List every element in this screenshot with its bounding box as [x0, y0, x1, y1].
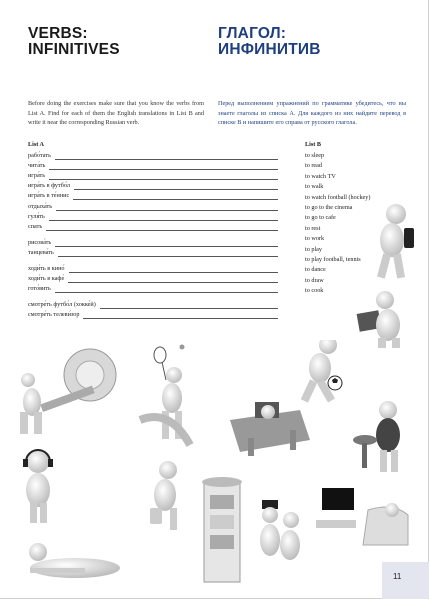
- list-a-row: [28, 182, 70, 191]
- english-verb: to work: [305, 235, 325, 243]
- figure-walker-icon: [377, 204, 414, 279]
- list-b-heading: List B: [305, 141, 321, 148]
- russian-verb: рабо́тать: [28, 152, 51, 159]
- figure-tv-icon: [316, 488, 408, 545]
- illustrations: [0, 340, 430, 600]
- answer-line[interactable]: [58, 256, 278, 257]
- list-a-row: [28, 152, 51, 161]
- list-a-row: [28, 213, 45, 222]
- answer-line[interactable]: [55, 246, 278, 247]
- answer-line[interactable]: [56, 210, 278, 211]
- answer-line[interactable]: [83, 318, 278, 319]
- english-verb: to sleep: [305, 152, 325, 159]
- russian-verb: гото́вить: [28, 285, 51, 293]
- title-russian: [218, 26, 321, 58]
- russian-verb: спать: [28, 222, 43, 230]
- list-a-heading: List A: [28, 141, 44, 148]
- russian-verb: отдыха́ть: [28, 202, 53, 210]
- russian-verb: танцева́ть: [28, 248, 54, 256]
- russian-verb: рисова́ть: [28, 238, 52, 246]
- english-verb: to watch football (hockey): [305, 193, 371, 201]
- title-english-line2: INFINITIVES: [28, 41, 120, 58]
- english-verb: to walk: [305, 183, 324, 191]
- figure-reader-icon: [357, 291, 400, 348]
- english-verb: to draw: [305, 276, 324, 284]
- intro-english: Before doing the exercises make sure that you know the verbs from List A. Find for each of them the English translations in List B and write it near the corresponding Russian verb.: [28, 100, 204, 127]
- answer-line[interactable]: [74, 189, 278, 190]
- list-a-row: [28, 249, 54, 258]
- intro-russian: Перед выполнением упражнений по грамматике убедитесь, что вы знаете глаголы из списка А. Для каждого из них найдите перевод в списке В и напишите его справа от русского глагола.: [218, 100, 406, 127]
- figure-computer-icon: [230, 402, 310, 456]
- figure-headphones-icon: [23, 450, 53, 523]
- russian-verb: чита́ть: [28, 162, 46, 170]
- english-verb: to cook: [305, 287, 324, 295]
- upper-illustrations: [300, 200, 430, 350]
- english-verb: to watch TV: [305, 172, 336, 180]
- answer-line[interactable]: [68, 282, 278, 283]
- answer-line[interactable]: [100, 308, 278, 309]
- title-english: [28, 26, 120, 58]
- russian-verb: игра́ть: [28, 172, 46, 180]
- list-a-row: [28, 285, 51, 294]
- answer-line[interactable]: [46, 230, 278, 231]
- title-english-line1: VERBS:: [28, 25, 88, 42]
- english-verb: to play football, tennis: [305, 256, 361, 263]
- answer-line[interactable]: [73, 199, 278, 200]
- figure-gears-icon: [20, 349, 116, 434]
- russian-verb: игра́ть в те́ннис: [28, 192, 70, 200]
- english-verb: to read: [305, 162, 323, 170]
- answer-line[interactable]: [49, 179, 278, 180]
- answer-line[interactable]: [69, 272, 279, 273]
- list-a-row: [28, 172, 45, 181]
- list-a-row: [28, 311, 79, 320]
- russian-verb: ходи́ть в кино́: [28, 265, 65, 272]
- english-verb: to go to the cinema: [305, 204, 353, 211]
- figure-cook-icon: [353, 401, 400, 472]
- list-a-row: [28, 239, 51, 248]
- figure-resting-icon: [29, 543, 120, 578]
- russian-verb: ходи́ть в кафе́: [28, 275, 65, 283]
- answer-line[interactable]: [49, 169, 278, 170]
- page-tab: [382, 562, 429, 599]
- russian-verb: гуля́ть: [28, 212, 45, 220]
- title-russian-line2: ИНФИНИТИВ: [218, 41, 321, 58]
- list-a-row: [28, 192, 69, 201]
- answer-line[interactable]: [55, 292, 278, 293]
- figure-cinema-icon: [202, 477, 300, 582]
- english-verb: to rest: [305, 224, 321, 232]
- english-verb: to go to cafe: [305, 214, 336, 222]
- answer-line[interactable]: [55, 159, 278, 160]
- russian-verb: смотре́ть футбо́л (хокке́й): [28, 301, 96, 309]
- list-a-row: [28, 301, 96, 310]
- list-a-row: [28, 162, 45, 171]
- english-verb: to play: [305, 245, 323, 253]
- russian-verb: смотре́ть телеви́зор: [28, 311, 80, 319]
- russian-verb: игра́ть в футбо́л: [28, 182, 70, 190]
- list-a-row: [28, 203, 52, 212]
- list-a-row: [28, 265, 65, 274]
- list-a-row: [28, 223, 42, 232]
- page-number: 11: [393, 572, 402, 581]
- title-russian-line1: ГЛАГОЛ:: [218, 25, 287, 42]
- answer-line[interactable]: [49, 220, 278, 221]
- list-a-row: [28, 275, 64, 284]
- english-verb: to dance: [305, 266, 326, 274]
